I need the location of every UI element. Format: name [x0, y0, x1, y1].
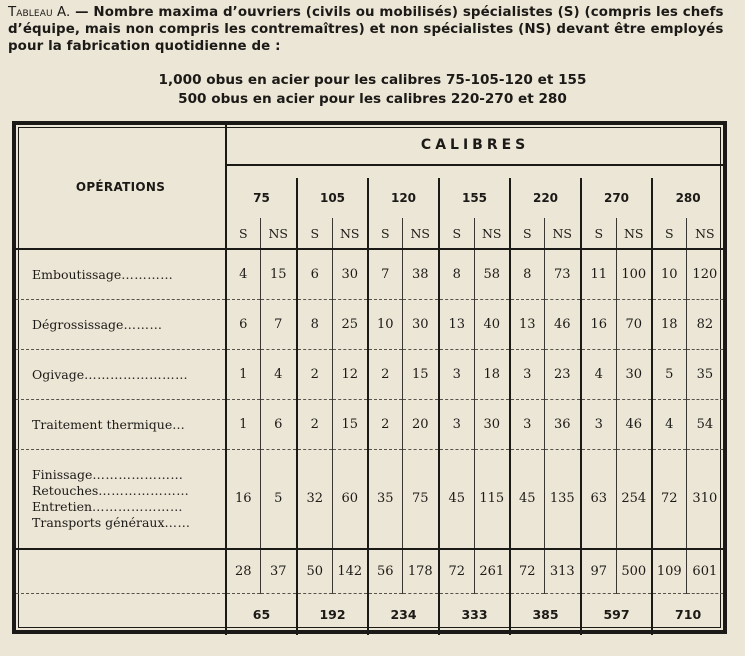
calibre-header: 105	[297, 178, 368, 218]
value-cell: 6	[226, 299, 260, 349]
value-cell: 10	[652, 249, 686, 299]
totals-row	[16, 549, 723, 593]
s-header: S	[368, 218, 402, 249]
calibre-header: 280	[652, 178, 723, 218]
grand-total-cell: 710	[652, 593, 723, 635]
value-cell: 3	[510, 349, 544, 399]
value-cell: 3	[510, 399, 544, 449]
ns-header: NS	[474, 218, 510, 249]
value-cell: 45	[439, 449, 474, 549]
operation-label: Traitement thermique…	[16, 399, 226, 449]
grand-total-cell: 65	[226, 593, 297, 635]
table-row	[16, 349, 723, 399]
value-cell: 3	[581, 399, 616, 449]
total-cell: 28	[226, 549, 260, 593]
value-cell: 60	[332, 449, 368, 549]
value-cell: 310	[686, 449, 723, 549]
caption-line-2: 500 obus en acier pour les calibres 220-270 et 280	[178, 91, 567, 107]
grand-total-cell: 333	[439, 593, 510, 635]
calibres-brace	[226, 165, 723, 178]
value-cell: 8	[510, 249, 544, 299]
calibre-header: 220	[510, 178, 581, 218]
table-row	[16, 249, 723, 299]
calibre-header: 120	[368, 178, 439, 218]
s-header: S	[439, 218, 474, 249]
table-caption	[8, 4, 733, 55]
value-cell: 2	[368, 349, 402, 399]
ns-header: NS	[686, 218, 723, 249]
grand-totals-label-cell	[16, 593, 226, 635]
value-cell: 46	[544, 299, 581, 349]
s-header: S	[652, 218, 686, 249]
value-cell: 20	[402, 399, 439, 449]
value-cell: 3	[439, 399, 474, 449]
value-cell: 38	[402, 249, 439, 299]
value-cell: 16	[226, 449, 260, 549]
value-cell: 2	[297, 399, 332, 449]
value-cell: 10	[368, 299, 402, 349]
value-cell: 2	[368, 399, 402, 449]
value-cell: 11	[581, 249, 616, 299]
calibres-header: CALIBRES	[226, 125, 723, 165]
value-cell: 1	[226, 399, 260, 449]
grand-total-cell: 192	[297, 593, 368, 635]
value-cell: 7	[260, 299, 297, 349]
total-cell: 500	[616, 549, 652, 593]
value-cell: 15	[332, 399, 368, 449]
total-cell: 261	[474, 549, 510, 593]
value-cell: 13	[439, 299, 474, 349]
operations-table	[16, 125, 723, 635]
value-cell: 5	[652, 349, 686, 399]
s-header: S	[297, 218, 332, 249]
total-cell: 178	[402, 549, 439, 593]
value-cell: 63	[581, 449, 616, 549]
value-cell: 45	[510, 449, 544, 549]
value-cell: 73	[544, 249, 581, 299]
calibre-header: 75	[226, 178, 297, 218]
operation-label: Retouches…………………	[32, 482, 190, 498]
s-header: S	[510, 218, 544, 249]
value-cell: 1	[226, 349, 260, 399]
value-cell: 7	[368, 249, 402, 299]
value-cell: 15	[260, 249, 297, 299]
ns-header: NS	[332, 218, 368, 249]
value-cell: 36	[544, 399, 581, 449]
grand-totals-row	[16, 593, 723, 635]
total-cell: 601	[686, 549, 723, 593]
value-cell: 70	[616, 299, 652, 349]
table-row	[16, 399, 723, 449]
value-cell: 2	[297, 349, 332, 399]
value-cell: 8	[297, 299, 332, 349]
value-cell: 16	[581, 299, 616, 349]
value-cell: 75	[402, 449, 439, 549]
total-cell: 142	[332, 549, 368, 593]
value-cell: 18	[652, 299, 686, 349]
value-cell: 120	[686, 249, 723, 299]
s-header: S	[226, 218, 260, 249]
caption-text: — Nombre maxima d’ouvriers (civils ou mobilisés) spécialistes (S) (compris les chefs d’équipe, mais non compris les contremaîtres) et non spécialistes (NS) devant être employés pour la fabrication quotidienne de :	[8, 5, 724, 54]
value-cell: 18	[474, 349, 510, 399]
totals-label-cell	[16, 549, 226, 593]
ns-header: NS	[260, 218, 297, 249]
value-cell: 35	[686, 349, 723, 399]
table-row-group	[16, 449, 723, 549]
value-cell: 72	[652, 449, 686, 549]
value-cell: 30	[402, 299, 439, 349]
value-cell: 8	[439, 249, 474, 299]
value-cell: 15	[402, 349, 439, 399]
value-cell: 100	[616, 249, 652, 299]
value-cell: 3	[439, 349, 474, 399]
operation-label: Dégrossissage………	[16, 299, 226, 349]
value-cell: 30	[616, 349, 652, 399]
value-cell: 54	[686, 399, 723, 449]
value-cell: 32	[297, 449, 332, 549]
value-cell: 6	[297, 249, 332, 299]
caption-line-1: 1,000 obus en acier pour les calibres 75-105-120 et 155	[158, 72, 587, 88]
value-cell: 4	[226, 249, 260, 299]
value-cell: 23	[544, 349, 581, 399]
ns-header: NS	[616, 218, 652, 249]
total-cell: 56	[368, 549, 402, 593]
value-cell: 5	[260, 449, 297, 549]
total-cell: 72	[510, 549, 544, 593]
value-cell: 40	[474, 299, 510, 349]
operation-label: Transports généraux……	[32, 514, 191, 530]
table-row	[16, 299, 723, 349]
operation-label: Emboutissage…………	[16, 249, 226, 299]
value-cell: 46	[616, 399, 652, 449]
total-cell: 109	[652, 549, 686, 593]
value-cell: 4	[260, 349, 297, 399]
value-cell: 35	[368, 449, 402, 549]
total-cell: 37	[260, 549, 297, 593]
value-cell: 13	[510, 299, 544, 349]
operation-group-labels	[16, 449, 226, 549]
ns-header: NS	[544, 218, 581, 249]
caption-lead: Tableau A.	[8, 5, 71, 20]
value-cell: 30	[332, 249, 368, 299]
operation-label: Finissage…………………	[32, 466, 184, 482]
grand-total-cell: 597	[581, 593, 652, 635]
total-cell: 72	[439, 549, 474, 593]
operation-label: Entretien…………………	[32, 498, 184, 514]
operations-header: OPÉRATIONS	[75, 179, 166, 194]
calibre-header: 270	[581, 178, 652, 218]
total-cell: 313	[544, 549, 581, 593]
s-header: S	[581, 218, 616, 249]
ns-header: NS	[402, 218, 439, 249]
value-cell: 254	[616, 449, 652, 549]
value-cell: 25	[332, 299, 368, 349]
value-cell: 4	[581, 349, 616, 399]
value-cell: 30	[474, 399, 510, 449]
grand-total-cell: 385	[510, 593, 581, 635]
operation-label: Ogivage……………………	[16, 349, 226, 399]
value-cell: 58	[474, 249, 510, 299]
value-cell: 135	[544, 449, 581, 549]
total-cell: 50	[297, 549, 332, 593]
value-cell: 115	[474, 449, 510, 549]
value-cell: 12	[332, 349, 368, 399]
total-cell: 97	[581, 549, 616, 593]
grand-total-cell: 234	[368, 593, 439, 635]
value-cell: 82	[686, 299, 723, 349]
calibre-header: 155	[439, 178, 510, 218]
value-cell: 6	[260, 399, 297, 449]
value-cell: 4	[652, 399, 686, 449]
